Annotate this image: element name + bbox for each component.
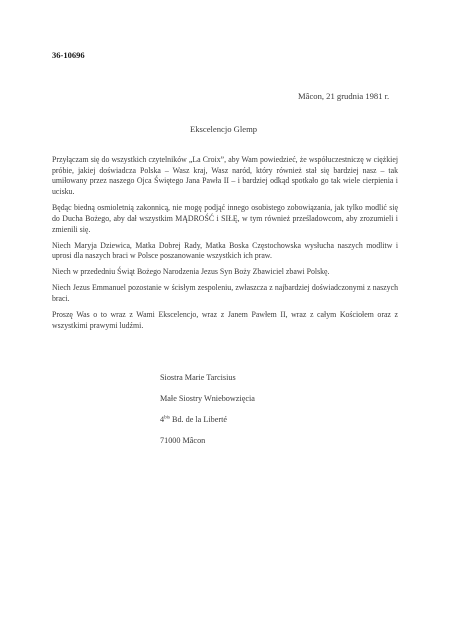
street-name: Bd. de la Liberté <box>169 415 228 424</box>
street-number: 4 <box>160 415 165 424</box>
body-paragraph: Przyłączam się do wszystkich czytelników „La Croix”, aby Wam powiedzieć, że współuczestniczę w ciężkiej próbie, jakiej doświadcza Polska – Wasz kraj, Wasz naród, który również stał się bardziej nasz – tak umiłowany przez naszego Ojca Świętego Jana Pawła II – i bardziej odkąd spotkało go tak wiele cierpienia i ucisku. <box>52 155 398 197</box>
salutation: Ekscelencjo Glemp <box>190 124 258 134</box>
body-paragraph: Będąc biedną osmioletnią zakonnicą, nie mogę podjąć innego osobistego zobowiązania, jak tylko modlić się do Ducha Bożego, aby dał wszystkim MĄDROŚĆ i SIŁĘ, w tym również prześladowcom, aby zrozumieli i zmienili się. <box>52 203 398 234</box>
body-paragraph: Niech Jezus Emmanuel pozostanie w ścisłym zespoleniu, zwłaszcza z najbardziej doświadczonymi z naszych braci. <box>52 283 398 303</box>
religious-order: Małe Siostry Wniebowzięcia <box>160 394 255 403</box>
signature-block <box>160 367 255 451</box>
body-paragraph: Proszę Was o to wraz z Wami Ekscelencjo, wraz z Janem Pawłem II, wraz z całym Kościołem oraz z wszystkimi prawymi ludźmi. <box>52 309 398 330</box>
letter-body <box>52 155 398 337</box>
street-address <box>160 409 255 430</box>
place-date-line: Mâcon, 21 grudnia 1981 r. <box>298 91 390 101</box>
document-reference: 36-10696 <box>52 50 85 60</box>
city-line: 71000 Mâcon <box>160 436 206 445</box>
signatory-name: Siostra Marie Tarcisius <box>160 373 236 382</box>
body-paragraph: Niech w przededniu Świąt Bożego Narodzenia Jezus Syn Boży Zbawiciel zbawi Polskę. <box>52 267 330 277</box>
body-paragraph: Niech Maryja Dziewica, Matka Dobrej Rady, Matka Boska Częstochowska wysłucha naszych modlitw i uprosi dla naszych braci w Polsce poszanowanie wszystkich ich praw. <box>52 240 398 261</box>
street-number-suffix: bis <box>164 415 170 421</box>
